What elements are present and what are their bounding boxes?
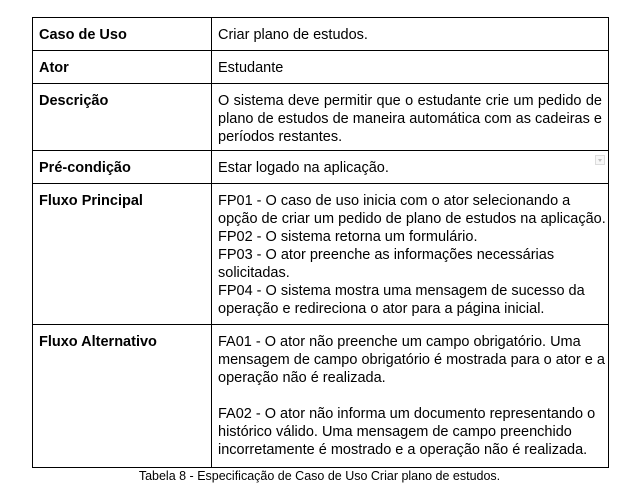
table-row [33,184,609,325]
flow-line: operação e redireciona o ator para a página inicial. [218,301,545,317]
flow-line: incorretamente é mostrado e a operação não é realizada. [218,442,588,458]
flow-line: FP04 - O sistema mostra uma mensagem de sucesso da [218,283,585,299]
row-value-cell [212,151,609,184]
row-label: Ator [33,51,212,84]
row-label: Pré-condição [33,151,212,184]
flow-line: opção de criar um pedido de plano de estudos na aplicação. [218,211,606,227]
table-row [33,84,609,151]
flow-line: histórico válido. Uma mensagem de campo preenchido [218,424,572,440]
alternative-flow-steps [212,325,609,468]
row-value: Estudante [212,51,609,84]
flow-line: FP02 - O sistema retorna um formulário. [218,229,478,245]
dropdown-marker-icon [595,155,605,165]
use-case-table [32,17,609,468]
table-row [33,18,609,51]
row-label: Descrição [33,84,212,151]
table-row [33,325,609,468]
table-caption: Tabela 8 - Especificação de Caso de Uso Criar plano de estudos. [138,469,501,483]
row-value: Estar logado na aplicação. [218,160,389,176]
flow-line: FP01 - O caso de uso inicia com o ator selecionando a [218,193,571,209]
row-label: Fluxo Principal [33,184,212,325]
row-value: O sistema deve permitir que o estudante crie um pedido de plano de estudos de maneira automática com as cadeiras e períodos restantes. [212,84,609,151]
flow-line: FP03 - O ator preenche as informações necessárias [218,247,555,263]
flow-line: FA01 - O ator não preenche um campo obrigatório. Uma [218,334,581,350]
flow-line: operação não é realizada. [218,370,386,386]
paragraph-gap [218,387,602,405]
row-value: Criar plano de estudos. [212,18,609,51]
table-row [33,151,609,184]
row-label: Caso de Uso [33,18,212,51]
row-label: Fluxo Alternativo [33,325,212,468]
flow-line: FA02 - O ator não informa um documento representando o [218,406,596,422]
main-flow-steps [212,184,609,325]
flow-line: mensagem de campo obrigatório é mostrada para o ator e a [218,352,605,368]
flow-line: solicitadas. [218,265,290,281]
table-row [33,51,609,84]
